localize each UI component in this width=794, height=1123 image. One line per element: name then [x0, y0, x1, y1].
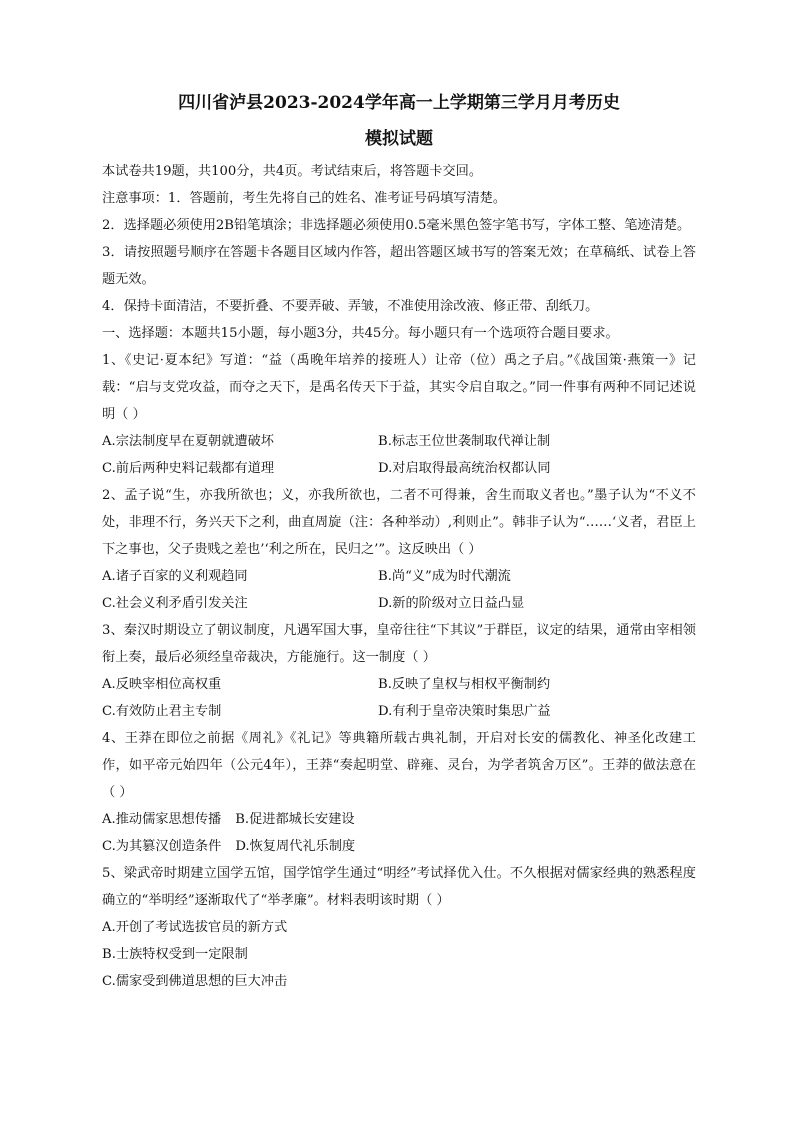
option: C.有效防止君主专制 — [102, 704, 222, 719]
intro-line: 2．选择题必须使用2B铅笔填涂；非选择题必须使用0.5毫米黑色签字笔书写，字体工整、笔迹清楚。 — [102, 218, 691, 233]
intro-line: 注意事项：1．答题前，考生先将自己的姓名、准考证号码填写清楚。 — [102, 191, 507, 206]
option: D.有利于皇帝决策时集思广益 — [378, 704, 551, 719]
intro-line: 3．请按照题号顺序在答题卡各题目区域内作答，超出答题区域书写的答案无效；在草稿纸、试卷上答题无效。 — [102, 245, 696, 287]
option: D.对启取得最高统治权都认同 — [378, 461, 551, 476]
option: B.反映了皇权与相权平衡制约 — [378, 677, 551, 692]
question-stem: 1、《史记·夏本纪》写道：“益（禹晚年培养的接班人）让帝（位）禹之子启。”《战国策·燕策一》记载：“启与支党攻益，而夺之天下，是禹名传天下于益，其实令启自取之。”同一件事有两种不同记述说明（ ） — [102, 353, 696, 422]
option: A.推动儒家思想传播 — [102, 812, 222, 827]
option: D.新的阶级对立日益凸显 — [378, 596, 525, 611]
option: C.前后两种史料记载都有道理 — [102, 461, 275, 476]
question-stem: 3、秦汉时期设立了朝议制度，凡遇军国大事，皇帝往往“下其议”于群臣，议定的结果，通常由宰相领衔上奏，最后必须经皇帝裁决，方能施行。这一制度（ ） — [102, 623, 696, 665]
option-row — [102, 590, 696, 617]
question-stem: 5、梁武帝时期建立国学五馆，国学馆学生通过“明经”考试择优入仕。不久根据对儒家经典的熟悉程度确立的“举明经”逐渐取代了“举孝廉”。材料表明该时期（ ） — [102, 866, 696, 908]
intro-line: 4．保持卡面清洁，不要折叠、不要弄破、弄皱，不准使用涂改液、修正带、刮纸刀。 — [102, 299, 599, 314]
option-row — [102, 671, 696, 698]
question-stem: 4、王莽在即位之前据《周礼》《礼记》等典籍所载古典礼制，开启对长安的儒教化、神圣化改建工作，如平帝元始四年（公元4年），王莽“奏起明堂、辟雍、灵台，为学者筑舍万区”。王莽的做法意在（ ） — [102, 731, 696, 800]
option-row — [102, 428, 696, 455]
option: A.开创了考试选拔官员的新方式 — [102, 920, 288, 935]
option-row — [102, 698, 696, 725]
option-row — [102, 833, 696, 860]
exam-page — [102, 88, 696, 995]
option: B.士族特权受到一定限制 — [102, 947, 248, 962]
option: A.反映宰相位高权重 — [102, 677, 222, 692]
question-stem: 2、孟子说“生，亦我所欲也；义，亦我所欲也，二者不可得兼，舍生而取义者也。”墨子认为“不义不处，非理不行，务兴天下之利，曲直周旋（注：各种举动）,利则止”。韩非子认为“……‘义者，君臣上下之事也，父子贵贱之差也’‘利之所在，民归之’”。这反映出（ ） — [102, 488, 696, 557]
option: A.诸子百家的义利观趋同 — [102, 569, 248, 584]
option: B.尚“义”成为时代潮流 — [378, 569, 511, 584]
option: B.促进都城长安建设 — [235, 812, 355, 827]
option: A.宗法制度早在夏朝就遭破坏 — [102, 434, 274, 449]
intro-line: 本试卷共19题，共100分，共4页。考试结束后，将答题卡交回。 — [102, 164, 483, 179]
option-row — [102, 455, 696, 482]
option: D.恢复周代礼乐制度 — [235, 839, 356, 854]
section-heading: 一、选择题：本题共15小题，每小题3分，共45分。每小题只有一个选项符合题目要求。 — [102, 326, 619, 341]
option: C.儒家受到佛道思想的巨大冲击 — [102, 974, 288, 989]
option: C.为其篡汉创造条件 — [102, 839, 222, 854]
option: B.标志王位世袭制取代禅让制 — [378, 434, 551, 449]
exam-subtitle: 模拟试题 — [365, 129, 433, 149]
option: C.社会义利矛盾引发关注 — [102, 596, 248, 611]
exam-title: 四川省泸县2023-2024学年高一上学期第三学月月考历史 — [178, 93, 620, 113]
option-row — [102, 563, 696, 590]
option-row — [102, 806, 696, 833]
